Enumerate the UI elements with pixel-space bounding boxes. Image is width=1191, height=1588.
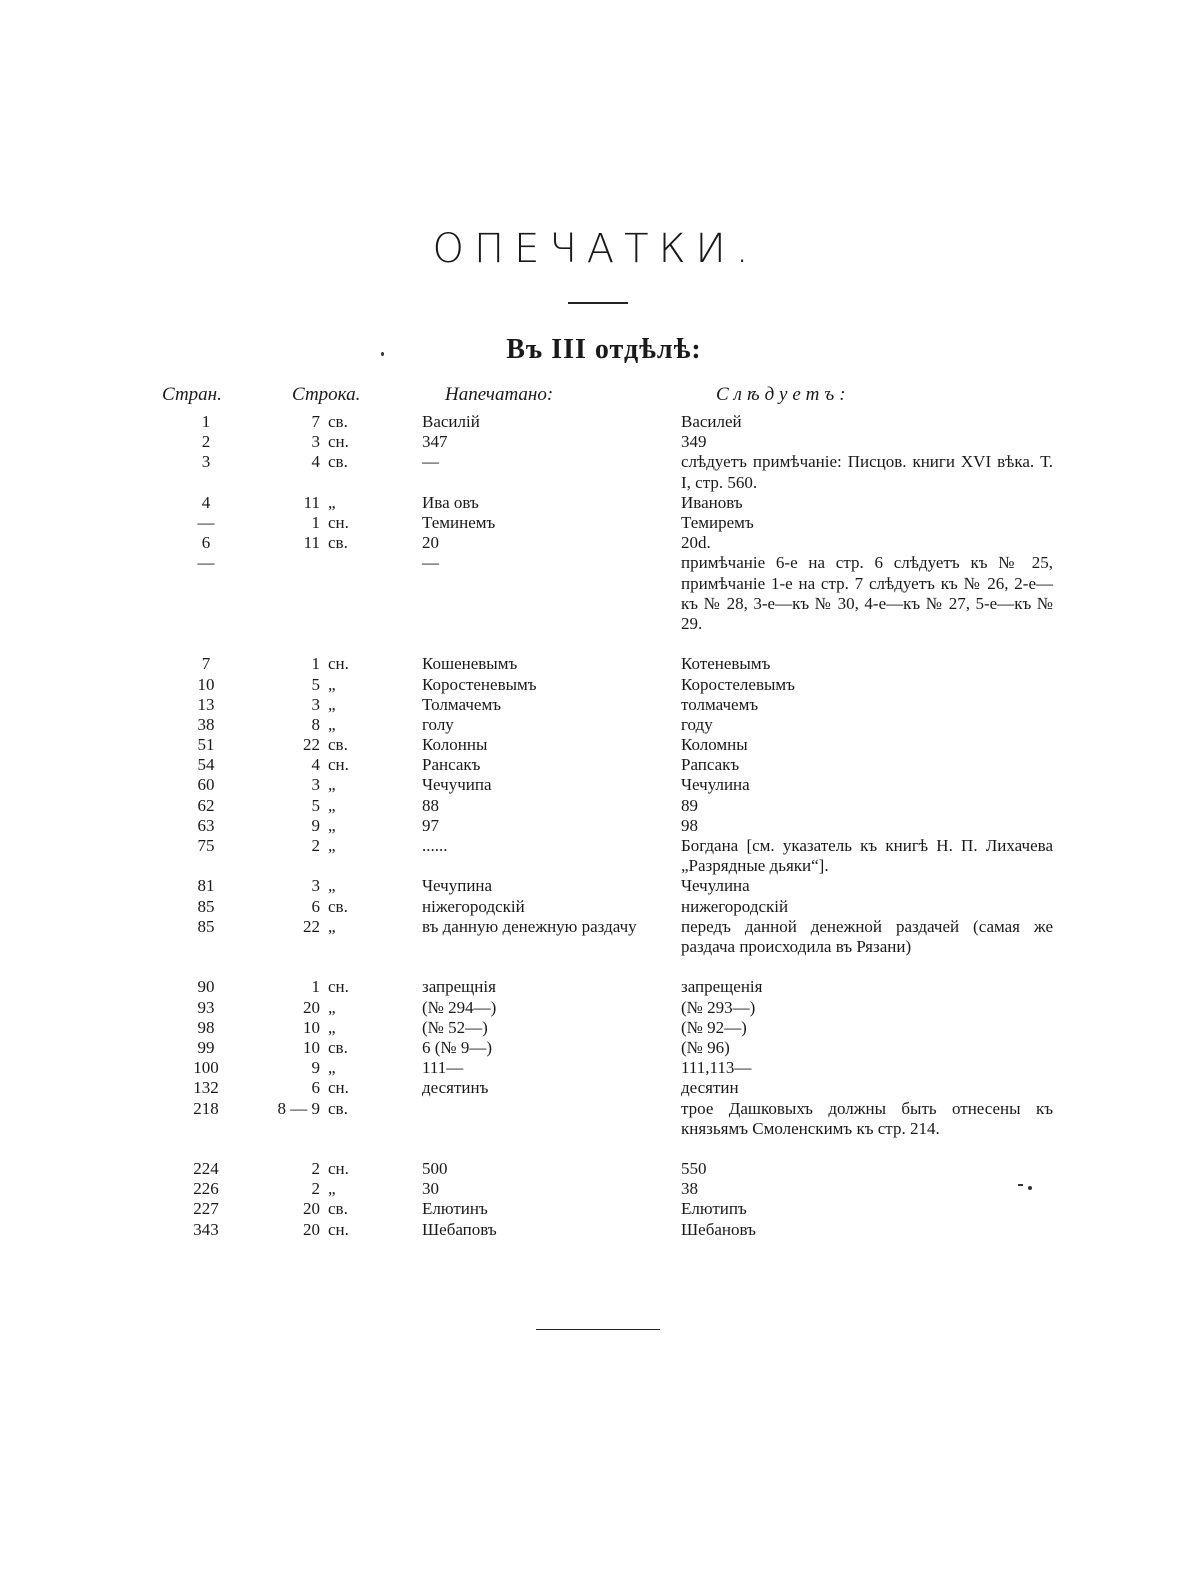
header-page: Стран. bbox=[162, 384, 222, 405]
row-page: — bbox=[197, 512, 215, 532]
row-page: 6 bbox=[201, 533, 211, 553]
row-line-direction: св. bbox=[328, 1199, 348, 1219]
end-divider bbox=[536, 1329, 660, 1330]
row-line-number: 3 bbox=[311, 694, 320, 714]
row-line-number: 20 bbox=[303, 997, 320, 1017]
row-line-direction: „ bbox=[328, 916, 336, 936]
row-page: 63 bbox=[197, 815, 215, 835]
row-page: 81 bbox=[197, 876, 215, 896]
row-correction: 20d. bbox=[681, 533, 711, 553]
row-page: 13 bbox=[197, 694, 215, 714]
row-line-number: 3 bbox=[311, 775, 320, 795]
row-line-direction: св. bbox=[328, 735, 348, 755]
row-page: 93 bbox=[197, 997, 215, 1017]
row-correction: 111,113— bbox=[681, 1058, 752, 1078]
row-printed: 500 bbox=[422, 1159, 448, 1179]
table-row bbox=[0, 1018, 1191, 1038]
row-line-direction: „ bbox=[328, 997, 336, 1017]
row-line-direction: св. bbox=[328, 452, 348, 472]
header-line: Строка. bbox=[292, 384, 361, 405]
row-printed: 20 bbox=[422, 533, 439, 553]
row-line-direction: „ bbox=[328, 836, 336, 856]
row-line-number: 1 bbox=[311, 977, 320, 997]
header-printed: Напечатано: bbox=[445, 384, 554, 405]
title-divider bbox=[568, 302, 628, 304]
row-correction: Рапсакъ bbox=[681, 755, 740, 775]
row-line-direction: св. bbox=[328, 896, 348, 916]
row-printed: Коростеневымъ bbox=[422, 674, 537, 694]
row-correction: (№ 96) bbox=[681, 1037, 730, 1057]
row-line-direction: „ bbox=[328, 714, 336, 734]
row-printed: Ива овъ bbox=[422, 492, 479, 512]
row-page: 132 bbox=[193, 1078, 219, 1098]
row-printed: (№ 294—) bbox=[422, 997, 497, 1017]
row-page: 99 bbox=[197, 1037, 215, 1057]
table-row bbox=[0, 1179, 1191, 1199]
row-line-number: 8 — 9 bbox=[277, 1098, 320, 1118]
row-printed: Рансакъ bbox=[422, 755, 481, 775]
print-speck bbox=[381, 352, 384, 356]
row-line-number: 11 bbox=[303, 492, 320, 512]
row-correction: толмачемъ bbox=[681, 694, 759, 714]
table-row bbox=[0, 695, 1191, 715]
row-correction: 98 bbox=[681, 815, 698, 835]
row-correction: 349 bbox=[681, 432, 707, 452]
table-row bbox=[0, 553, 1191, 654]
row-line-direction: св. bbox=[328, 533, 348, 553]
table-row bbox=[0, 432, 1191, 452]
row-line-number: 10 bbox=[303, 1037, 320, 1057]
row-line-direction: „ bbox=[328, 815, 336, 835]
row-page: 226 bbox=[193, 1179, 219, 1199]
row-printed: — bbox=[422, 553, 439, 573]
row-correction: десятин bbox=[681, 1078, 739, 1098]
row-correction: (№ 293—) bbox=[681, 997, 756, 1017]
row-correction: 550 bbox=[681, 1159, 707, 1179]
row-line-direction: сн. bbox=[328, 1078, 349, 1098]
row-page: 10 bbox=[197, 674, 215, 694]
table-row bbox=[0, 654, 1191, 674]
table-row bbox=[0, 998, 1191, 1018]
row-line-number: 2 bbox=[311, 1179, 320, 1199]
table-row bbox=[0, 876, 1191, 896]
table-row bbox=[0, 917, 1191, 978]
row-page: 98 bbox=[197, 1017, 215, 1037]
row-correction: Василей bbox=[681, 412, 742, 431]
row-printed: Толмачемъ bbox=[422, 694, 502, 714]
row-printed: 97 bbox=[422, 815, 439, 835]
row-page: 85 bbox=[197, 896, 215, 916]
table-row bbox=[0, 1078, 1191, 1098]
row-printed: Василій bbox=[422, 412, 480, 431]
row-correction: Чечулина bbox=[681, 876, 750, 896]
row-line-direction: сн. bbox=[328, 1219, 349, 1239]
row-line-number: 20 bbox=[303, 1219, 320, 1239]
row-line-number: 22 bbox=[303, 735, 320, 755]
row-line-direction: „ bbox=[328, 876, 336, 896]
row-printed: Колонны bbox=[422, 735, 488, 755]
table-row bbox=[0, 1220, 1191, 1240]
row-correction: (№ 92—) bbox=[681, 1017, 747, 1037]
row-line-number: 2 bbox=[311, 1159, 320, 1179]
row-line-number: 1 bbox=[311, 512, 320, 532]
row-line-direction: „ bbox=[328, 1017, 336, 1037]
row-page: 60 bbox=[197, 775, 215, 795]
table-row bbox=[0, 1058, 1191, 1078]
table-row bbox=[0, 735, 1191, 755]
errata-table bbox=[0, 412, 1191, 1240]
row-correction: Ивановъ bbox=[681, 492, 743, 512]
row-page: 3 bbox=[201, 452, 211, 472]
row-correction: 38 bbox=[681, 1179, 698, 1199]
row-page: 7 bbox=[201, 654, 211, 674]
row-page: 54 bbox=[197, 755, 215, 775]
row-line-number: 5 bbox=[311, 795, 320, 815]
row-line-direction: „ bbox=[328, 1179, 336, 1199]
table-row bbox=[0, 977, 1191, 997]
row-page: 4 bbox=[201, 492, 211, 512]
row-printed: Чечупина bbox=[422, 876, 493, 896]
row-line-number: 22 bbox=[303, 916, 320, 936]
row-correction: запрещенія bbox=[681, 977, 763, 997]
row-correction: 89 bbox=[681, 795, 698, 815]
row-printed: десятинъ bbox=[422, 1078, 489, 1098]
table-row bbox=[0, 775, 1191, 795]
row-correction: передъ данной денежной раздачей (самая же раздача происходила въ Рязани) bbox=[681, 916, 1058, 956]
table-row bbox=[0, 755, 1191, 775]
row-page: 1 bbox=[201, 412, 211, 431]
row-correction: Шебановъ bbox=[681, 1219, 756, 1239]
row-printed: голу bbox=[422, 714, 454, 734]
row-printed: Теминемъ bbox=[422, 512, 496, 532]
table-row bbox=[0, 1159, 1191, 1179]
table-row bbox=[0, 412, 1191, 432]
row-printed: запрещнія bbox=[422, 977, 496, 997]
row-line-direction: „ bbox=[328, 775, 336, 795]
row-correction: году bbox=[681, 714, 713, 734]
row-printed: (№ 52—) bbox=[422, 1017, 488, 1037]
table-row bbox=[0, 897, 1191, 917]
row-line-direction: сн. bbox=[328, 755, 349, 775]
row-page: 100 bbox=[193, 1058, 219, 1078]
row-correction: Коростелевымъ bbox=[681, 674, 795, 694]
row-line-number: 9 bbox=[311, 815, 320, 835]
row-line-direction: св. bbox=[328, 412, 348, 431]
row-line-number: 9 bbox=[311, 1058, 320, 1078]
row-correction: трое Дашковыхъ должны быть отнесены къ князьямъ Смоленскимъ къ стр. 214. bbox=[681, 1098, 1058, 1138]
row-line-direction: „ bbox=[328, 1058, 336, 1078]
row-line-direction: „ bbox=[328, 674, 336, 694]
row-line-direction: сн. bbox=[328, 977, 349, 997]
row-line-direction: св. bbox=[328, 1098, 348, 1118]
row-printed: 111— bbox=[422, 1058, 464, 1078]
row-line-number: 20 bbox=[303, 1199, 320, 1219]
row-line-number: 7 bbox=[311, 412, 320, 431]
header-correct: Слѣдуетъ: bbox=[716, 384, 851, 405]
row-page: 75 bbox=[197, 836, 215, 856]
row-printed: 6 (№ 9—) bbox=[422, 1037, 493, 1057]
row-line-number: 11 bbox=[303, 533, 320, 553]
row-correction: Богдана [см. указатель къ книгѣ Н. П. Лихачева „Разрядные дьяки“]. bbox=[681, 836, 1058, 876]
table-row bbox=[0, 452, 1191, 492]
row-line-number: 10 bbox=[303, 1017, 320, 1037]
row-printed: Елютинъ bbox=[422, 1199, 488, 1219]
section-heading: Въ III отдѣлѣ: bbox=[506, 334, 702, 365]
table-row bbox=[0, 533, 1191, 553]
row-line-number: 6 bbox=[311, 896, 320, 916]
row-printed: 88 bbox=[422, 795, 439, 815]
table-row bbox=[0, 493, 1191, 513]
row-page: 218 bbox=[193, 1098, 219, 1118]
row-page: — bbox=[197, 553, 215, 573]
row-line-direction: сн. bbox=[328, 1159, 349, 1179]
table-row bbox=[0, 1038, 1191, 1058]
row-printed: ...... bbox=[422, 836, 448, 856]
row-line-number: 8 bbox=[311, 714, 320, 734]
row-printed: — bbox=[422, 452, 439, 472]
row-page: 227 bbox=[193, 1199, 219, 1219]
table-row bbox=[0, 1099, 1191, 1160]
row-page: 90 bbox=[197, 977, 215, 997]
row-line-number: 3 bbox=[311, 432, 320, 452]
row-page: 38 bbox=[197, 714, 215, 734]
row-line-direction: „ bbox=[328, 492, 336, 512]
row-line-number: 2 bbox=[311, 836, 320, 856]
row-line-number: 6 bbox=[311, 1078, 320, 1098]
row-line-direction: „ bbox=[328, 694, 336, 714]
row-printed: Чечучипа bbox=[422, 775, 492, 795]
row-correction: нижегородскій bbox=[681, 896, 789, 916]
row-line-number: 5 bbox=[311, 674, 320, 694]
row-correction: примѣчаніе 6-е на стр. 6 слѣдуетъ къ № 25, примѣчаніе 1-е на стр. 7 слѣдуетъ къ № 26, 2-е—къ № 28, 3-е—къ № 30, 4-е—къ № 27, 5-е—къ № 29. bbox=[681, 553, 1058, 633]
row-page: 85 bbox=[197, 916, 215, 936]
row-page: 62 bbox=[197, 795, 215, 815]
table-row bbox=[0, 715, 1191, 735]
row-printed: Кошеневымъ bbox=[422, 654, 518, 674]
row-correction: Коломны bbox=[681, 735, 748, 755]
row-correction: Чечулина bbox=[681, 775, 750, 795]
row-line-number: 3 bbox=[311, 876, 320, 896]
table-row bbox=[0, 836, 1191, 876]
row-printed: въ данную денежную раздачу bbox=[422, 916, 637, 936]
row-correction: Темиремъ bbox=[681, 512, 754, 532]
row-correction: Елютипъ bbox=[681, 1199, 747, 1219]
row-printed: 347 bbox=[422, 432, 448, 452]
row-line-number: 4 bbox=[311, 755, 320, 775]
page-title: ОПЕЧАТКИ. bbox=[432, 226, 759, 272]
row-line-direction: сн. bbox=[328, 512, 349, 532]
table-header bbox=[0, 384, 1191, 410]
row-line-number: 4 bbox=[311, 452, 320, 472]
table-row bbox=[0, 513, 1191, 533]
row-line-direction: св. bbox=[328, 1037, 348, 1057]
table-row bbox=[0, 816, 1191, 836]
row-correction: Котеневымъ bbox=[681, 654, 771, 674]
row-page: 343 bbox=[193, 1219, 219, 1239]
row-line-number: 1 bbox=[311, 654, 320, 674]
row-printed: 30 bbox=[422, 1179, 439, 1199]
table-row bbox=[0, 796, 1191, 816]
row-page: 51 bbox=[197, 735, 215, 755]
table-row bbox=[0, 675, 1191, 695]
row-printed: ніжегородскій bbox=[422, 896, 525, 916]
row-line-direction: „ bbox=[328, 795, 336, 815]
row-line-direction: сн. bbox=[328, 654, 349, 674]
row-page: 2 bbox=[201, 432, 211, 452]
row-line-direction: сн. bbox=[328, 432, 349, 452]
table-row bbox=[0, 1199, 1191, 1219]
row-page: 224 bbox=[193, 1159, 219, 1179]
row-correction: слѣдуетъ примѣчаніе: Писцов. книги XVI вѣка. Т. I, стр. 560. bbox=[681, 452, 1058, 492]
row-printed: Шебаповъ bbox=[422, 1219, 497, 1239]
